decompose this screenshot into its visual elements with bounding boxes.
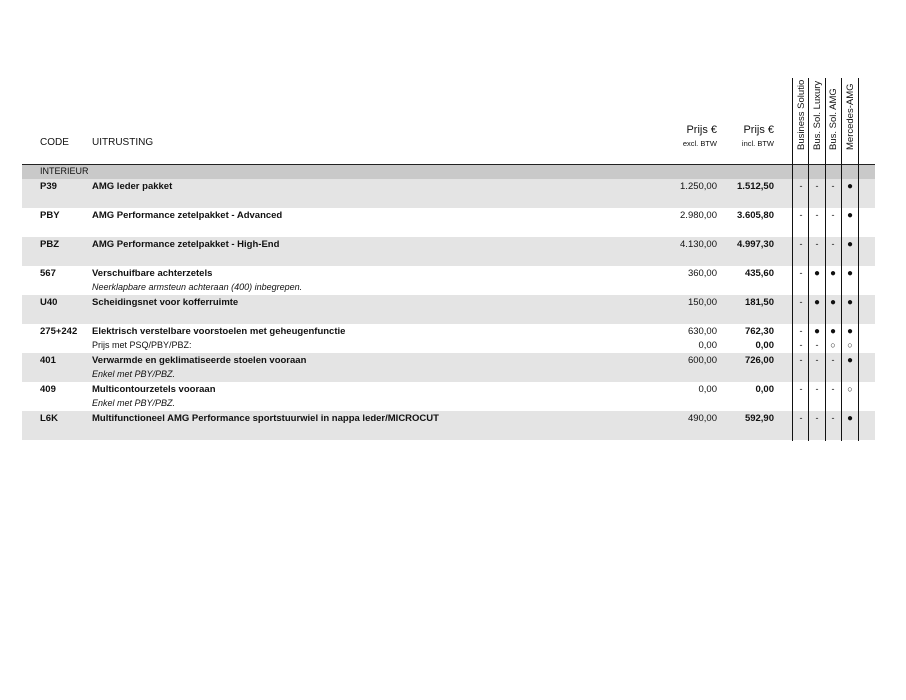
availability-mark: ●	[846, 268, 854, 279]
availability-mark: -	[815, 210, 819, 220]
option-description: Verwarmde en geklimatiseerde stoelen vooraan	[92, 355, 307, 366]
availability-mark: -	[815, 340, 819, 350]
price-excl: 630,00	[687, 326, 717, 337]
table-row	[22, 266, 875, 295]
availability-mark: -	[799, 239, 803, 249]
price-excl: 4.130,00	[680, 239, 717, 250]
availability-mark: -	[799, 210, 803, 220]
availability-mark: ●	[829, 326, 837, 337]
price-incl: 181,50	[744, 297, 774, 308]
price-excl-sub: excl. BTW	[682, 139, 717, 148]
column-divider	[841, 78, 842, 441]
price-incl: 1.512,50	[737, 181, 774, 192]
price-incl-label: Prijs €	[743, 124, 774, 136]
option-code: P39	[40, 181, 57, 192]
table-row	[22, 382, 875, 411]
column-header-price-incl	[718, 124, 774, 148]
availability-mark: -	[799, 268, 803, 278]
price-incl: 3.605,80	[737, 210, 774, 221]
table-row	[22, 324, 875, 353]
availability-mark: ●	[813, 326, 821, 337]
option-description: AMG Performance zetelpakket - High-End	[92, 239, 280, 250]
availability-mark: -	[799, 181, 803, 191]
table-row	[22, 353, 875, 382]
table-row	[22, 295, 875, 324]
price-excl: 2.980,00	[680, 210, 717, 221]
price-incl: 0,00	[755, 384, 774, 395]
option-description: Elektrisch verstelbare voorstoelen met geheugenfunctie	[92, 326, 346, 337]
column-divider	[825, 78, 826, 441]
option-note: Neerklapbare armsteun achteraan (400) inbegrepen.	[92, 282, 303, 292]
option-note: Enkel met PBY/PBZ.	[92, 398, 176, 408]
column-header-price-excl	[660, 124, 717, 148]
availability-mark: ●	[846, 326, 854, 337]
option-description: Verschuifbare achterzetels	[92, 268, 213, 279]
column-divider	[808, 78, 809, 441]
table-row	[22, 179, 875, 208]
option-description: Multifunctioneel AMG Performance sportstuurwiel in nappa leder/MICROCUT	[92, 413, 439, 424]
price-excl: 150,00	[687, 297, 717, 308]
availability-mark: -	[831, 239, 835, 249]
availability-mark: ●	[829, 297, 837, 308]
price-excl: 0,00	[698, 384, 717, 395]
option-code: L6K	[40, 413, 58, 424]
column-divider	[792, 78, 793, 441]
price-incl-sub: incl. BTW	[741, 139, 774, 148]
column-header-code: CODE	[40, 137, 69, 148]
availability-mark: ○	[830, 340, 836, 350]
availability-mark: ●	[846, 413, 854, 424]
availability-mark: -	[815, 413, 819, 423]
price-incl: 435,60	[744, 268, 774, 279]
option-note: Enkel met PBY/PBZ.	[92, 369, 176, 379]
option-code: 401	[40, 355, 56, 366]
price-incl: 592,90	[744, 413, 774, 424]
availability-mark: ●	[846, 239, 854, 250]
option-description: AMG Performance zetelpakket - Advanced	[92, 210, 283, 221]
price-excl: 360,00	[687, 268, 717, 279]
column-header-bus-sol-amg: Bus. Sol. AMG	[828, 88, 839, 150]
availability-mark: -	[815, 239, 819, 249]
option-code: PBZ	[40, 239, 59, 250]
price-excl-label: Prijs €	[686, 124, 717, 136]
availability-mark: ●	[846, 181, 854, 192]
availability-mark: ●	[813, 297, 821, 308]
availability-mark: ○	[847, 384, 853, 394]
column-header-business-solution: Business Solutio	[796, 79, 807, 150]
column-header-mercedes-amg: Mercedes-AMG	[845, 83, 856, 150]
option-description: AMG leder pakket	[92, 181, 173, 192]
table-row	[22, 208, 875, 237]
availability-mark: ●	[829, 268, 837, 279]
availability-mark: -	[799, 413, 803, 423]
price-incl: 726,00	[744, 355, 774, 366]
availability-mark: -	[799, 384, 803, 394]
section-title: INTERIEUR	[40, 166, 89, 176]
availability-mark: -	[799, 326, 803, 336]
availability-mark: -	[815, 181, 819, 191]
section-header-interieur	[22, 165, 875, 179]
availability-mark: -	[831, 384, 835, 394]
availability-mark: -	[799, 297, 803, 307]
price-incl: 4.997,30	[737, 239, 774, 250]
price-excl: 600,00	[687, 355, 717, 366]
option-description: Scheidingsnet voor kofferruimte	[92, 297, 239, 308]
availability-mark: -	[831, 181, 835, 191]
column-divider	[858, 78, 859, 441]
column-header-bus-sol-luxury: Bus. Sol. Luxury	[812, 80, 823, 150]
availability-mark: -	[831, 413, 835, 423]
table-row	[22, 411, 875, 440]
availability-mark: -	[799, 340, 803, 350]
subrow-price-incl: 0,00	[755, 340, 774, 351]
availability-mark: -	[831, 210, 835, 220]
subrow-price-excl: 0,00	[698, 340, 717, 351]
price-excl: 490,00	[687, 413, 717, 424]
availability-mark: -	[815, 355, 819, 365]
option-code: PBY	[40, 210, 60, 221]
option-code: 409	[40, 384, 56, 395]
option-subrow-label: Prijs met PSQ/PBY/PBZ:	[92, 340, 192, 350]
option-code: 567	[40, 268, 56, 279]
availability-mark: -	[831, 355, 835, 365]
option-description: Multicontourzetels vooraan	[92, 384, 216, 395]
availability-mark: ●	[846, 297, 854, 308]
availability-mark: ●	[846, 355, 854, 366]
availability-mark: ●	[813, 268, 821, 279]
option-code: U40	[40, 297, 58, 308]
availability-mark: ○	[847, 340, 853, 350]
table-row	[22, 237, 875, 266]
column-header-uitrusting: UITRUSTING	[92, 137, 154, 148]
option-code: 275+242	[40, 326, 78, 337]
availability-mark: -	[815, 384, 819, 394]
availability-mark: -	[799, 355, 803, 365]
availability-mark: ●	[846, 210, 854, 221]
price-excl: 1.250,00	[680, 181, 717, 192]
price-incl: 762,30	[744, 326, 774, 337]
